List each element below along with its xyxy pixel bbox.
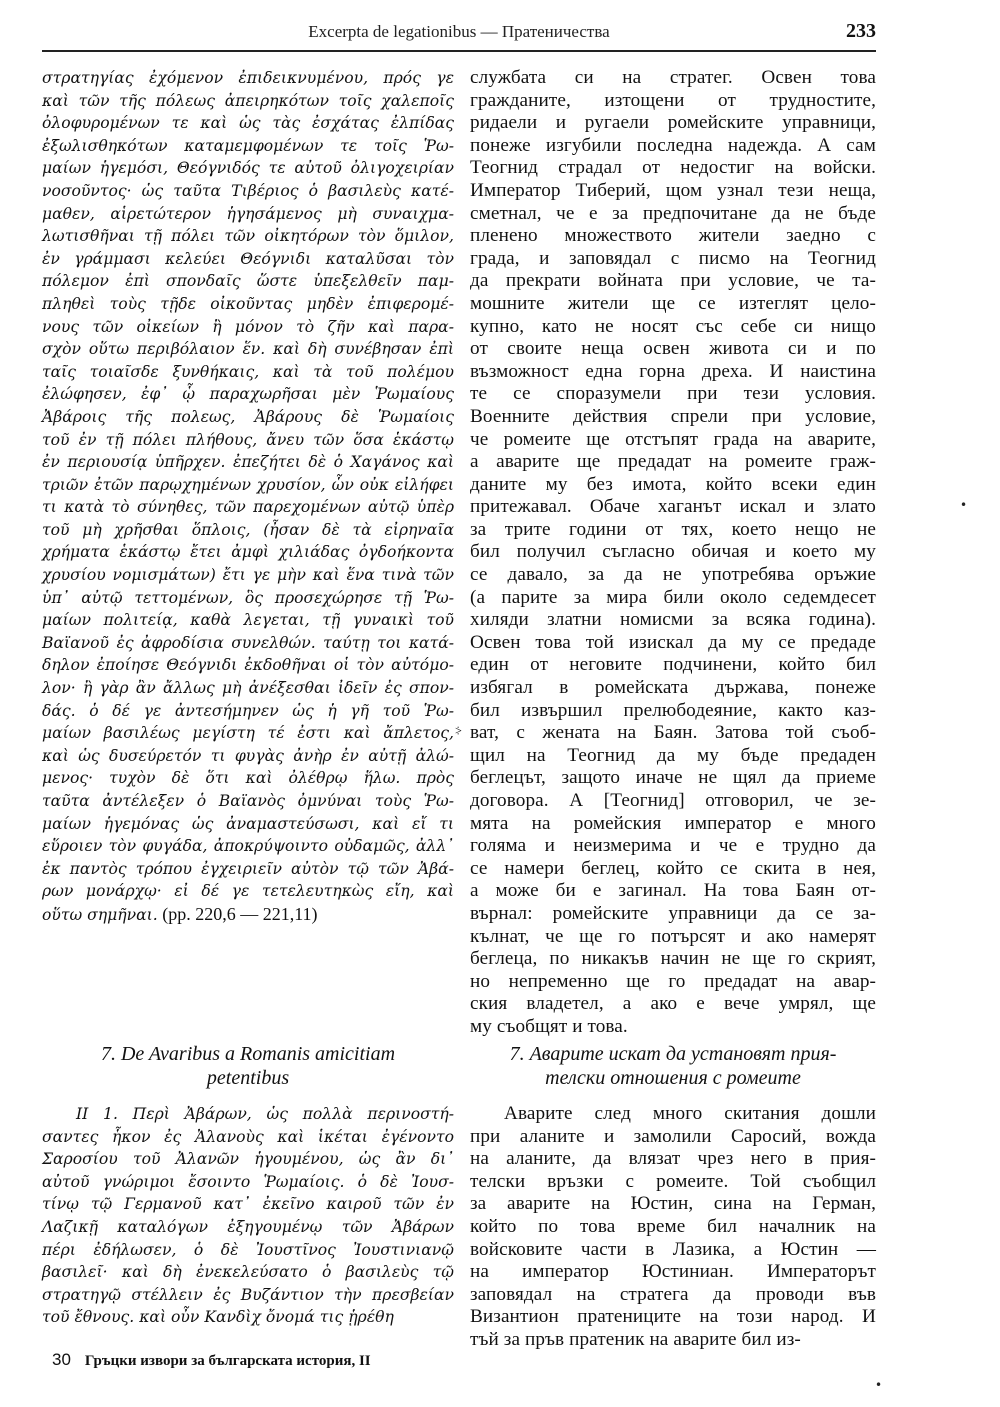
text-line: на император Юстиниан. Императорът [470, 1261, 876, 1283]
text-line: ват, с жената на Баян. Затова той съоб- [470, 722, 876, 744]
text-line: кълнат, че ще го потърсят и ако намерят [470, 925, 876, 947]
text-line: хиляди златни номисми за всяка година). [470, 609, 876, 631]
text-line: καὶ τῶν τῆς πόλεως ἀπειρηκότων τοῖς χαλεποῖς [42, 91, 454, 110]
text-line: бил получил съгласно обичая и което му [470, 541, 876, 563]
text-line: Λαζικῇ καταλόγων ἐξηγουμένῳ τῶν Ἀβάρων [42, 1217, 454, 1236]
text-line: се давало, за да не употребява оръжие [470, 564, 876, 586]
text-line: заповядал на стратега да проводи във [470, 1283, 876, 1305]
text-line: Теогнид страдал от недостиг на войски. [470, 157, 876, 179]
text-line: ὑπ᾽ αὐτῷ τεττομένων, ὃς προσεχώρησε τῇ Ῥω- [42, 588, 454, 607]
running-title: Excerpta de legationibus — Пратеничества [308, 22, 610, 41]
text-line: при аланите и замолили Саросий, вожда [470, 1125, 876, 1147]
text-line: πληθεὶ τοὺς τῇδε οἰκοῦντας μηδὲν ἐπιφερομέ- [42, 294, 454, 313]
text-line: върнал: ромейските управници да се за- [470, 902, 876, 924]
text-line: ἐν περιουσίᾳ ὑπῆρχεν. ἐπεζήτει δὲ ὁ Χαγάνος καὶ [42, 453, 454, 472]
text-line: μαθεν, αἱρετώτερον ἡγησάμενος μὴ συναιχμα- [42, 204, 454, 223]
text-line: οὕτω σημῆναι. (pp. 220,6 — 221,11) [42, 903, 318, 924]
text-line: Освен това той изискал да му се предаде [470, 631, 876, 653]
text-line: ἐν γράμμασι κελεύει Θεόγνιδι καταλῦσαι τὸν [42, 249, 454, 268]
text-line: договора. А [Теогнид] отговорил, че зе- [470, 790, 876, 811]
text-line: а аварите ще предадат на ромеите граж- [470, 451, 876, 473]
greek-paragraph [42, 1103, 454, 1329]
text-line: μενος· τυχὸν δὲ ὅτι καὶ ὀλέθρῳ ἥλω. πρὸς [42, 769, 454, 788]
text-line: μαίων ἡγεμόσι, Θεόγνιδός τε αὐτοῦ ὀλιγοχειρίαν [42, 159, 454, 178]
section-title-bulgarian [470, 1042, 876, 1090]
margin-mark: ⸖ [455, 724, 462, 738]
text-line: II 1. Περὶ Ἀβάρων, ὡς πολλὰ περινοστή- [76, 1105, 454, 1123]
text-line: на аланите, да влязат чрез него в прия- [470, 1148, 876, 1170]
text-line: Византион пратениците на този народ. И [470, 1306, 876, 1328]
text-line: λωτισθῆναι τῇ πόλει τῶν οἰκητόρων τὸν ὅμιλον, [42, 227, 454, 246]
text-line: тъй за пръв пратеник на аварите бил из- [470, 1328, 801, 1350]
text-line: πέρι ἐδήλωσεν, ὁ δὲ Ἰουστῖνος Ἰουστινιανῷ [42, 1240, 454, 1259]
running-head [42, 14, 876, 52]
text-line: χρυσίου νομισμάτων) ἔτι γε μὴν καὶ ἕνα τινὰ τῶν [42, 566, 454, 585]
text-line: χρήματα ἑκάστῳ ἔτει ἀμφὶ χιλιάδας ὀγδοήκοντα [42, 543, 454, 562]
text-line: τίνῳ τῷ Γερμανοῦ κατ᾽ ἐκεῖνο καιροῦ τῶν ἐν [42, 1195, 454, 1214]
text-line: στρατηγῷ στέλλειν ἐς Βυζάντιον τὴν πρεσβείαν [42, 1285, 454, 1304]
section-title-latin [42, 1042, 454, 1090]
text-line: притежавал. Обаче хаганът искал и злато [470, 496, 876, 518]
page-number: 233 [846, 20, 876, 42]
greek-paragraph [42, 67, 454, 927]
text-line: δάς. ὁ δέ γε ἀντεσήμηνεν ὡς ἡ γῆ τοῦ Ῥω- [42, 701, 454, 720]
text-line: τριῶν ἐτῶν παρῳχημένων χρυσίον, ὧν οὐκ εἰλήφει [42, 475, 454, 494]
text-line: μαίων ἡγεμόνας ὡς ἀναμαστεύσωσι, καὶ εἴ τι [42, 814, 454, 833]
text-line: беглецът, защото иначе не щял да приеме [470, 767, 876, 789]
text-line: беглеца, по никакъв начин не ще го скрият, [470, 948, 876, 970]
greek-text-section-6 [42, 67, 454, 927]
section-title-line: 7. De Avaribus a Romanis amicitiam [100, 1043, 396, 1065]
text-line: избягал в ромейската държава, понеже [470, 677, 876, 699]
text-line: τοῦ μὴ χρῆσθαι ὅπλοις, (ἦσαν δὲ τὰ εἰρηναῖα [42, 520, 454, 539]
text-line: μαίων πολιτείᾳ, καθὰ λεγεται, τῇ γυναικὶ τοῦ [42, 611, 454, 630]
bulgarian-paragraph [470, 1103, 876, 1352]
text-line: възможност една горна дреха. И наистина [470, 360, 876, 382]
text-line: ταῦτα ἀντέλεξεν ὁ Βαϊανὸς ὀμνύναι τοὺς Ῥω- [42, 792, 454, 810]
text-line: νους τῶν οἰκείων ἢ μόνον τὸ ζῆν καὶ παρα- [42, 317, 454, 336]
text-line: ридаели и ругаели ромейските управници, [470, 112, 876, 134]
text-line: Βαϊανοῦ ἐς ἀφροδίσια συνελθών. ταύτῃ τοι κατά- [42, 633, 454, 652]
text-line: купно, като не носят със себе си нищо [470, 315, 876, 337]
text-line: ταῖς τοιαῖσδε ξυνθήκαις, καὶ τὰ τοῦ πολέμου [42, 362, 454, 381]
text-line: Σαροσίου τοῦ Ἀλανῶν ἡγουμένου, ὡς ἂν δι᾽ [42, 1150, 454, 1169]
text-line: войсковите части в Лазика, а Юстин — [470, 1238, 876, 1260]
page-citation: (pp. 220,6 — 221,11) [157, 903, 318, 924]
text-line: τοῦ ἔθνους. καὶ οὖν Κανδὶχ ὄνομά τις ᾑρέθη [42, 1308, 394, 1327]
text-line: един от неговите подчинени, който бил [470, 654, 876, 676]
footer [52, 1350, 371, 1370]
text-line: ὀλοφυρομένων τε καὶ ὡς τὰς ἐσχάτας ἐλπίδας [42, 114, 454, 133]
text-line: града, и заповядал с писмо на Теогнид [470, 247, 876, 269]
text-line: че ромеите ще отстъпят града на аварите, [470, 428, 876, 450]
text-line: ἐξωλισθηκότων καταμεμφομένων τε τοῖς Ῥω- [42, 136, 454, 155]
greek-text-section-7 [42, 1103, 454, 1329]
text-line: ρων μονάρχῳ· εἰ δέ γε τετελευτηκὼς εἴη, καὶ [42, 882, 454, 901]
text-line: се намери беглец, който се скита в нея, [470, 857, 876, 879]
text-line: щил на Теогнид да му бъде предаден [470, 744, 876, 766]
text-line: службата си на стратег. Освен това [470, 67, 876, 88]
text-line: за аварите на Юстин, сина на Герман, [470, 1193, 876, 1215]
text-line: телски връзки с ромеите. Той съобщил [470, 1170, 876, 1192]
text-line: τι κατὰ τὸ σύνηθες, τῶν παρεχομένων αὐτῷ ὑπὲρ [42, 498, 454, 517]
text-line: βασιλεῖ· καὶ δὴ ἐνεκελεύσατο ὁ βασιλεὺς τῷ [42, 1263, 454, 1282]
text-line: καὶ ὡς δυσεύρετόν τι φυγὰς ἀνὴρ ἐν αὐτῇ ἀλώ- [42, 746, 454, 765]
text-line: сметнал, че е за предпочитане да не бъде [470, 202, 876, 224]
text-line: πόλεμον ἐπὶ σπονδαῖς ὥστε ὑπεξελθεῖν παμ- [42, 272, 454, 291]
book-title: Гръцки извори за българската история, II [84, 1353, 371, 1369]
text-line: δηλον ἐποίησε Θεόγνιδι ἐκδοθῆναι οἱ τὸν αὐτόμο- [42, 656, 454, 675]
text-line: мята на ромейския император е много [470, 812, 876, 834]
text-line: понеже изгубили последна надежда. А сам [470, 134, 876, 156]
text-line: Император Тиберий, щом узнал тези неща, [470, 179, 876, 201]
text-line: те се споразумели при тези условия. [470, 383, 876, 405]
text-line: му съобщят и това. [470, 1015, 628, 1037]
text-line: а може би е загинал. На това Баян от- [470, 880, 876, 902]
text-line: στρατηγίας ἐχόμενον ἐπιδεικνυμένου, πρός γε [42, 69, 454, 87]
bulgarian-paragraph [470, 67, 876, 1039]
text-line: σχὸν οὕτω περιβόλαιον ἕν. καὶ δὴ συνέβησαν ἐπὶ [42, 340, 454, 359]
text-line: гражданите, изтощени от трудностите, [470, 89, 876, 111]
text-line: пленено множеството жители заедно с [470, 225, 876, 247]
section-title-line: petentibus [206, 1067, 290, 1089]
text-line: Военните действия спрели при условие, [470, 405, 876, 427]
text-line: даните му без имота, който всеки един [470, 473, 876, 495]
text-line: да прекрати войната при условие, че та- [470, 270, 876, 292]
margin-dot: • [960, 498, 968, 512]
text-line: λον· ἢ γὰρ ἂν ἄλλως μὴ ἀνέξεσθαι ἰδεῖν ἐς σπον- [42, 679, 454, 698]
bulgarian-text-section-7 [470, 1103, 876, 1352]
section-title-line: телски отношения с ромеите [545, 1067, 801, 1089]
text-line: μαίων βασιλέως μεγίστη τέ ἐστι καὶ ἄπλετος, [42, 724, 454, 743]
text-line: ἐλώφησεν, ἐφ᾽ ᾧ παραχωρῆσαι μὲν Ῥωμαίους [42, 385, 454, 404]
text-line: който по това време бил началник на [470, 1215, 876, 1237]
text-line: εὕροιεν τὸν φυγάδα, ἀποκρύψοιντο οὐδαμῶς, ἀλλ᾽ [42, 837, 454, 856]
text-line: мошните жители ще се изтеглят цело- [470, 292, 876, 314]
bulgarian-text-section-6 [470, 67, 876, 1039]
text-line: голяма и неизмерима и че е трудно да [470, 835, 876, 857]
text-line: за трите години от тях, което нещо не [470, 518, 876, 540]
text-line: но непременно ще го предадат на авар- [470, 970, 876, 992]
text-line: αὐτοῦ γνώριμοι ἔσοιντο Ῥωμαίοις. ὁ δὲ Ἰουσ- [42, 1172, 454, 1191]
text-line: τοῦ ἐν τῇ πόλει πλήθους, ἄνευ τῶν ὅσα ἑκάστῳ [42, 430, 454, 449]
text-line: (а парите за мира били около седемдесет [470, 586, 876, 608]
text-line: от своите неща освен живота си и по [470, 338, 876, 360]
margin-dot: • [875, 1378, 883, 1392]
text-line: бил извършил прелюбодеяние, както каз- [470, 699, 876, 721]
signature-mark: 30 [52, 1350, 71, 1369]
text-line: Аварите след много скитания дошли [504, 1103, 876, 1124]
text-line: ἐκ παντὸς τρόπου ἐγχειριεῖν αὐτὸν τῷ τῶν Ἀβά- [42, 859, 454, 878]
text-line: σαντες ἧκον ἐς Ἀλανοὺς καὶ ἱκέται ἐγένοντο [42, 1127, 454, 1146]
section-title-line: 7. Аварите искат да установят прия- [509, 1043, 837, 1065]
text-line: ския владетел, а ако е вече умрял, ще [470, 993, 876, 1015]
text-line: νοσοῦντος· ὡς ταῦτα Τιβέριος ὁ βασιλεὺς κατέ- [42, 181, 454, 200]
text-line: Ἀβάροις τῆς πολεως, Ἀβάρους δὲ Ῥωμαίοις [42, 407, 454, 426]
